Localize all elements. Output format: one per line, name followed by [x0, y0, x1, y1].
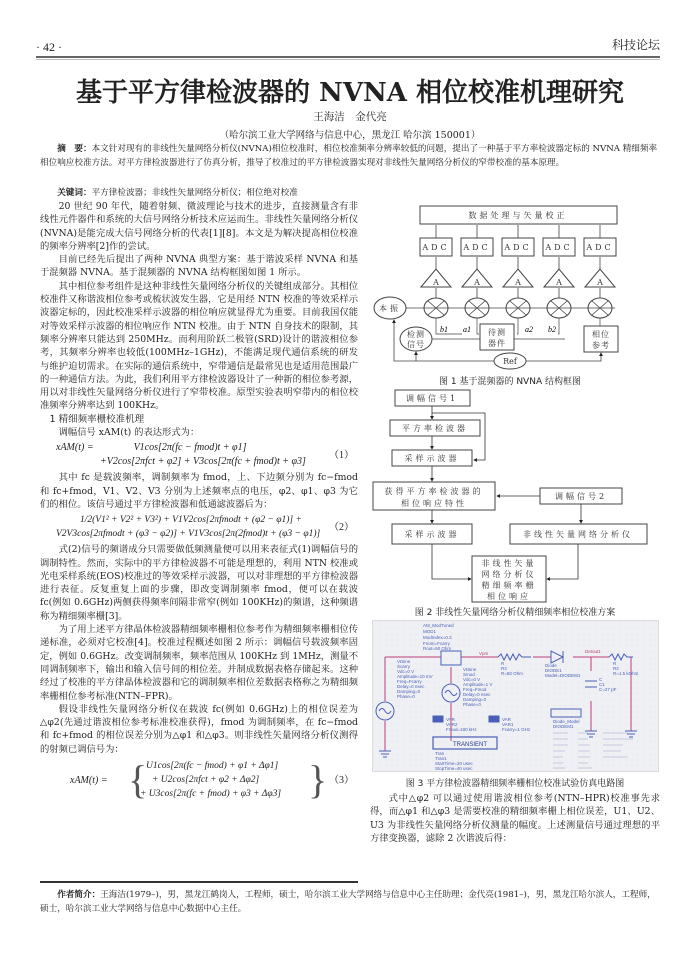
flow-label: 调幅信号1	[405, 394, 459, 403]
circuit-label: Delay=0 nsec	[397, 684, 425, 689]
circuit-label: C=27 pF	[599, 687, 617, 692]
adc-label: ADC	[422, 243, 450, 252]
abstract	[40, 143, 658, 170]
equation-number: （2）	[329, 522, 354, 534]
circuit-label: Tran1	[435, 756, 447, 761]
circuit-label: VtSine	[463, 667, 477, 672]
circuit-label: Tran	[435, 751, 445, 756]
amp-label: A	[515, 278, 521, 287]
flow-label: 相位响应特性	[401, 499, 467, 508]
circuit-label: Phase=0	[397, 694, 415, 699]
circuit-label: R=50 Ohm	[501, 671, 523, 676]
circuit-label: R2	[613, 666, 619, 671]
adc-label: ADC	[586, 243, 614, 252]
journal-name: 科技论坛	[611, 38, 660, 52]
circuit-label: C1	[599, 682, 605, 687]
flow-label: 采样示波器	[404, 530, 460, 539]
phase-ref-label: 相位	[592, 330, 610, 339]
circuit-label: VAR1	[502, 722, 514, 727]
circuit-label: Delay=0 nsec	[463, 692, 491, 697]
figure-3-schematic	[373, 621, 658, 771]
circuit-label: Phase=0	[463, 702, 481, 707]
port-label: b2	[548, 325, 556, 334]
equation-line: xAM(t) = V1cos[2π(fc − fmod)t + φ1]	[56, 442, 247, 454]
circuit-label: Diode	[545, 663, 557, 668]
circuit-label: StopTime=40 usec	[435, 766, 473, 771]
adc-label: ADC	[545, 243, 573, 252]
equation-line: + U3cos[2π(fc + fmod) + φ3 + Δφ3]	[140, 788, 282, 799]
circuit-label: Rout=50 Ohm	[423, 646, 452, 651]
circuit-label: Freq=Fmod	[463, 687, 487, 692]
circuit-label: Vdc=0 V	[397, 669, 415, 674]
figure-1-caption: 图 1 基于混频器的 NVNA 结构框图	[439, 377, 581, 387]
detect-label: 检测	[407, 330, 425, 339]
abstract-text: 本文针对现有的非线性矢量网络分析仪(NVNA)相位校准时，相位校准频率分辨率较低的问题，提出了一种基于平方率检波器定标的 NVNA 精细频率相位响应校准方法。对平方律检波器进行了仿真分析，推导了校准过的平方律检波器实现对非线性矢量网络分析仪的窄带校准的基本原理。	[40, 144, 658, 168]
figure-3-caption: 图 3 平方律检波器精细频率栅相位校准试验仿真电路图	[405, 779, 625, 789]
flow-label: 获得平方率检波器的	[384, 487, 484, 496]
node-label: Detout1	[585, 649, 601, 654]
equation-2	[40, 513, 358, 541]
ref-label: Ref	[503, 357, 517, 366]
port-label: a2	[525, 325, 533, 334]
author-bio-text: 王海洁(1979–)，男，黑龙江鹤岗人，工程师，硕士，哈尔滨工业大学网络与信息中心主任助理；金代亮(1981–)，男，黑龙江哈尔滨人，工程师，硕士，哈尔滨工业大学网络与信息中心数据中心主任。	[40, 890, 656, 914]
figure-1-diagram	[370, 196, 650, 371]
circuit-label: R	[501, 661, 505, 666]
flow-label: 采样示波器	[404, 454, 460, 463]
keywords-text: 平方律检波器；非线性矢量网络分析仪；相位绝对校准	[91, 188, 298, 198]
keywords-label: 关键词：	[57, 188, 92, 198]
circuit-label: AM_ModTuned	[423, 623, 454, 628]
paragraph: 式(2)信号的频谱成分只需要做低频测量便可以用来表征式(1)调幅信号的调制特性。然而，实际中的平方律检波器不可能是理想的，利用 NTN 校准或光电采样系统(EOS)校准过的等效采样示波器，可以对非理想的平方律检波器进行表征。反复重复上面的步骤，即改变调制频率 fmod，便可以在载波 fc(例如 0.6GHz)两侧获得频率间隔非常窄(例如 100KHz)的频谱，这种频谱称为精细频率栅[3]。	[40, 544, 358, 622]
flow-label: 平方率检波器	[402, 424, 468, 433]
author-bio	[40, 888, 658, 916]
page-number: · 42 ·	[36, 40, 62, 54]
footnote-rule	[40, 881, 358, 883]
abstract-label: 摘 要：	[57, 144, 92, 154]
equation-lhs: xAM(t) =	[70, 774, 108, 786]
right-column-text	[370, 792, 660, 845]
circuit-label: R3	[501, 666, 507, 671]
node-label: Vpm	[479, 651, 489, 656]
amp-label: A	[433, 278, 439, 287]
paragraph: 调幅信号 xAM(t) 的表达形式为：	[58, 427, 200, 439]
amp-label: A	[474, 278, 480, 287]
figure-2-caption: 图 2 非线性矢量网络分析仪精细频率相位校准方案	[414, 608, 616, 618]
transient-label: TRANSIENT	[453, 742, 488, 748]
circuit-label: C	[599, 677, 603, 682]
equation-line: +V2cos[2πfct + φ2] + V3cos[2π(fc + fmod)t + φ3]	[100, 456, 306, 468]
paragraph: 式中△φ2 可以通过使用谐波相位参考(NTN–HPR)校准事先求得，而△φ1 和△φ3 是需要校准的精细频率栅上相位误差，U1、U2、U3 为非线性矢量网络分析仪测量的幅度。上述测量信号通过理想的平方律变换器，滤除 2 次谐波后得：	[370, 793, 660, 844]
paragraph: 为了用上述平方律晶体检波器精细频率栅相位参考作为精细频率栅相位传递标准，必须对它校准[4]。校准过程概述如图 2 所示：调幅信号载波频率固定，例如 0.6GHz。改变调制频率，频率范围从 100KHz 到 1MHz，测量不同调制频率下，输出和输入信号间的相位差。并制成数据表格存储起来。这种经过了校准的平方律晶体检波器和它的调制频率相位差数据表格称之为精细频率栅相位参考标准(NTN–FPR)。	[40, 624, 358, 702]
equation-line: + U2cos[2πfct + φ2 + Δφ2]	[152, 774, 260, 785]
figure-2	[370, 388, 660, 620]
header-rule-thin	[36, 59, 660, 60]
figure-1	[370, 196, 650, 386]
figure-3-circuit	[372, 620, 659, 772]
flow-label: 非线性矢量	[481, 559, 537, 568]
authors: 王海洁 金代亮	[313, 111, 387, 123]
lo-label: 本振	[379, 304, 401, 313]
flow-label: 网络分析仪	[481, 570, 537, 579]
circuit-label: Model=DIODEM1	[545, 673, 581, 678]
circuit-label: Freq=Fcarry	[397, 679, 422, 684]
paragraph: 目前已经先后提出了两种 NVNA 典型方案：基于谐波采样 NVNA 和基于混频器 NVNA。基于混频器的 NVNA 结构框图如图 1 所示。	[40, 254, 358, 279]
circuit-label: VAR	[502, 717, 511, 722]
adc-label: ADC	[463, 243, 491, 252]
circuit-label: VtSine	[397, 659, 411, 664]
section-heading: 1 精细频率栅校准机理	[49, 413, 145, 425]
flow-label: 精细频率栅	[481, 581, 537, 590]
circuit-label: Diode_Model	[553, 719, 580, 724]
flow-label: 调幅信号2	[554, 492, 608, 501]
circuit-label: Scarry	[397, 664, 411, 669]
flow-label: 相位响应	[487, 592, 531, 601]
circuit-label: DIODEM1	[553, 724, 574, 729]
circuit-label: Damping=0	[463, 697, 487, 702]
port-label: a1	[463, 325, 471, 334]
circuit-label: StartTime=20 usec	[435, 761, 473, 766]
detect-label: 信号	[407, 340, 425, 349]
author-bio-label: 作者简介：	[57, 890, 101, 900]
circuit-label: VAR2	[446, 722, 458, 727]
circuit-label: Vdc=0 V	[463, 677, 481, 682]
paragraph: 其中 fc 是载波频率，调制频率为 fmod，上、下边频分别为 fc−fmod 和 fc+fmod，V1、V2、V3 分别为上述频率点的电压，φ2、φ1、φ3 为它们的相位。该信号通过平方律检波器和低通滤波器后为：	[40, 472, 358, 510]
affiliation: （哈尔滨工业大学网络与信息中心，黑龙江 哈尔滨 150001）	[219, 130, 481, 141]
circuit-label: Fnom=Fcarry	[423, 641, 450, 646]
data-processing-label: 数据处理与矢量校正	[468, 211, 568, 220]
equation-3: xAM(t) = { U1cos[2π(fc − fmod) + φ1 + Δφ1] + U2cos[2πfct + φ2 + Δφ2] + U3cos[2π(fc + fmod) + φ3 + Δφ3] } （3）	[70, 756, 354, 802]
circuit-label: MOD1	[423, 629, 437, 634]
dut-label: 器件	[488, 339, 506, 348]
flow-label: 非线性矢量网络分析仪	[523, 530, 633, 539]
circuit-label: VAR	[446, 717, 455, 722]
paper-title: 基于平方律检波器的 NVNA 相位校准机理研究	[76, 78, 624, 108]
phase-ref-label: 参考	[592, 341, 610, 350]
circuit-label: Fcarry=1 GHz	[502, 727, 531, 732]
amp-label: A	[556, 278, 562, 287]
port-label: b1	[440, 325, 448, 334]
paragraph: 其中相位参考组件是这种非线性矢量网络分析仪的关键组成部分。其相位校准件又称谐波相位参考或梳状波发生器，它是用经 NTN 校准的等效采样示波器定标的，因此校准采样示波器的相位响应就显得尤为重要。目前我国仅能对等效采样示波器的相位响应作 NTN 校准。由于 NTN 自身技术的限制，其频率分辨率只能达到 250MHz。而利用阶跃二极管(SRD)设计的谐波相位参考，其频率分辨率也较低(100MHz–1GHz)，不能满足现代通信系统的研发与维护迫切需求。在实际的通信系统中，窄带通信是最常见也是适用范围最广的一种通信方法。为此，我们利用平方律检波器设计了一种新的相位参考源，用以对非线性矢量网络分析仪进行了窄带校准。原型实验表明窄带内的相位校准频率分辨率达到 100KHz。	[40, 280, 358, 412]
equation-line: 1/2(V1² + V2² + V3²) + V1V2cos[2πfmodt + (φ2 − φ1)] +	[80, 515, 302, 526]
amp-label: A	[597, 278, 603, 287]
circuit-label: R=1.5 kOhm	[613, 671, 639, 676]
paragraph: 假设非线性矢量网络分析仪在载波 fc(例如 0.6GHz)上的相位误差为△φ2(先通过谐波相位参考标准校准获得)，fmod 为调制频率，在 fc−fmod 和 fc+fmod 的相位误差分别为△φ1 和△φ3。则非线性矢量网络分析仪测得的射频已调信号为：	[40, 703, 358, 755]
circuit-label: ModIndex=0.3	[423, 635, 452, 640]
paragraph: 20 世纪 90 年代，随着射频、微波理论与技术的进步，直接测量含有非线性元件器件和系统的大信号网络分析技术应运而生。非线性矢量网络分析仪(NVNA)是能完成大信号网络分析的代表[1][8]。本文是为解决提高相位校准的频率分辨率[2]作的尝试。	[40, 201, 358, 252]
equation-line: V2V3cos[2πfmodt + (φ3 − φ2)] + V1V3cos[2π(2fmod)t + (φ3 − φ1)]	[56, 529, 321, 540]
circuit-label: Smod	[463, 672, 475, 677]
equation-line: U1cos[2π(fc − fmod) + φ1 + Δφ1]	[146, 760, 279, 771]
circuit-label: R	[613, 661, 617, 666]
equation-number: （3）	[329, 774, 354, 786]
circuit-label: Amplitude=1 V	[463, 682, 493, 687]
adc-label: ADC	[504, 243, 532, 252]
circuit-label: Fmod=100 kHz	[446, 727, 477, 732]
equation-1	[40, 441, 358, 469]
equation-number: （1）	[329, 450, 354, 462]
left-column	[40, 200, 358, 806]
dut-label: 待测	[488, 328, 506, 337]
circuit-label: DIODE1	[545, 668, 562, 673]
circuit-label: Damping=0	[397, 689, 421, 694]
header-rule	[36, 56, 660, 58]
circuit-label: Amplitude=10 mV	[397, 674, 433, 679]
figure-2-flowchart	[370, 388, 660, 603]
